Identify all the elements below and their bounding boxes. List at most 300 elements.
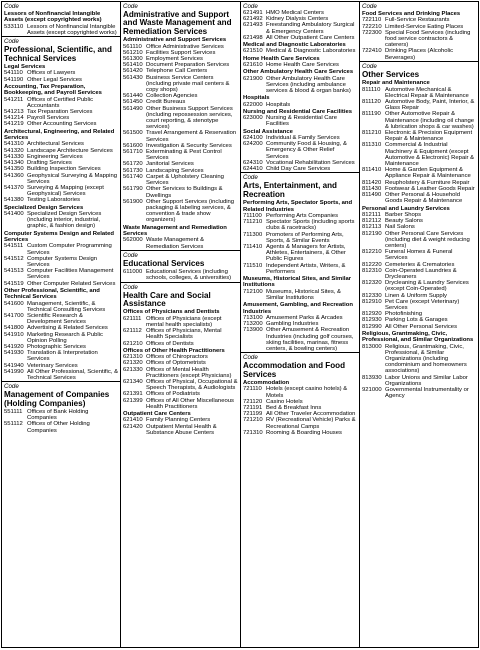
code-row: [362, 192, 476, 204]
code-row: [243, 115, 357, 127]
naics-code: 541310: [4, 141, 24, 148]
subsector-heading: Medical and Diagnostic Laboratories: [243, 42, 346, 49]
code-description: Custom Computer Programming Services: [27, 243, 112, 256]
code-row: [123, 106, 238, 131]
naics-code: 541350: [4, 166, 24, 173]
code-description: Photofinishing: [385, 311, 423, 318]
naics-code: 811410: [362, 167, 382, 174]
naics-code: 711410: [243, 243, 263, 250]
subsector-heading: Hospitals: [243, 95, 270, 102]
code-description: Drinking Places (Alcoholic Beverages): [385, 48, 454, 61]
naics-code: 621491: [243, 10, 263, 16]
naics-code: 812190: [362, 230, 382, 237]
code-description: Performing Arts Companies: [266, 212, 339, 219]
code-description: Other Services to Buildings & Dwellings: [146, 186, 223, 199]
code-row: [4, 369, 118, 381]
naics-code: 541360: [4, 172, 24, 179]
code-row: [123, 367, 238, 379]
code-description: Medical & Diagnostic Laboratories: [266, 48, 356, 55]
section-title: Other Services: [362, 69, 420, 79]
code-row: [243, 102, 357, 108]
code-description: Offices of Chiropractors: [146, 354, 208, 361]
code-row: [243, 263, 357, 275]
naics-code: 541513: [4, 268, 24, 275]
code-description: Photographic Services: [27, 344, 86, 350]
naics-code: 561440: [123, 93, 143, 100]
code-row: [123, 130, 238, 142]
code-column-header: Code: [362, 62, 377, 70]
code-description: Vocational Rehabilitation Services: [266, 159, 355, 166]
naics-code: 551112: [4, 421, 23, 428]
code-description: Limited-Service Eating Places: [385, 23, 464, 30]
naics-code: 811110: [362, 86, 381, 93]
code-description: Landscaping Services: [146, 167, 204, 174]
code-description: Other Accounting Services: [27, 121, 97, 128]
code-column-header: Code: [123, 251, 138, 259]
naics-code: 812910: [362, 298, 382, 305]
code-row: [123, 379, 238, 391]
code-description: Drafting Services: [27, 160, 72, 167]
subsector-heading: Repair and Maintenance: [362, 80, 430, 87]
naics-code: 541512: [4, 255, 24, 262]
section-title: Administrative and Support and Waste Management and Remediation Services: [123, 10, 232, 36]
naics-code: 541213: [4, 109, 24, 116]
code-description: Independent Artists, Writers, & Performers: [266, 262, 346, 275]
naics-code: 621310: [123, 354, 143, 361]
code-row: [123, 269, 238, 281]
naics-code: 561710: [123, 149, 143, 156]
naics-code: 711300: [243, 231, 263, 238]
naics-code: 541519: [4, 280, 24, 287]
subsector-heading: Social Assistance: [243, 128, 293, 135]
naics-code: 561900: [123, 198, 143, 205]
section-title: Professional, Scientific, and Technical Services: [4, 45, 112, 63]
naics-code: 722300: [362, 29, 382, 36]
naics-code: 561600: [123, 142, 143, 149]
code-row: [4, 243, 118, 255]
code-column-header: Code: [243, 174, 258, 182]
code-description: Promoters of Performing Arts, Sports, & Similar Events: [266, 231, 344, 244]
code-column-header: Code: [4, 38, 19, 46]
code-row: [362, 142, 476, 167]
naics-code: 621610: [243, 62, 263, 69]
subsector-heading: Administrative and Support Services: [123, 37, 227, 44]
code-description: Special Food Services (including food service contractors & caterers): [385, 29, 471, 49]
code-description: All Other Personal Services: [385, 323, 458, 330]
subsector-heading: Other Ambulatory Health Care Services: [243, 69, 354, 76]
code-row: [243, 35, 357, 41]
naics-code: 623000: [243, 115, 263, 122]
code-description: Payroll Services: [27, 115, 70, 122]
naics-code: 721210: [243, 417, 263, 424]
subsector-heading: Outpatient Care Centers: [123, 411, 191, 418]
naics-code: 811430: [362, 185, 382, 192]
code-description: Other Business Support Services (including repossession services, court reporting, & stenotype services): [146, 105, 233, 131]
code-description: Community Food & Housing, & Emergency & Other Relief Services: [266, 141, 347, 160]
section-title: Accommodation and Food Services: [243, 361, 346, 379]
code-column-header: Code: [243, 354, 258, 362]
code-row: [362, 30, 476, 49]
code-description: Document Preparation Services: [146, 62, 230, 69]
code-description: Offices of Physicians, Mental Health Specialists: [146, 328, 222, 341]
code-row: [243, 48, 357, 54]
naics-code: 611000: [123, 269, 143, 276]
naics-code: 561500: [123, 130, 143, 137]
subsector-heading: Computer Systems Design and Related Services: [4, 230, 114, 243]
code-row: [123, 237, 238, 249]
subsector-heading: Amusement, Gambling, and Recreation Industries: [243, 302, 353, 315]
code-description: Janitorial Services: [146, 161, 194, 168]
subsector-heading: Lessors of Nonfinancial Intangible Assets (except copyrighted works): [4, 11, 102, 24]
code-description: Kidney Dialysis Centers: [266, 16, 329, 23]
code-description: Spectator Sports (including sports clubs & racetracks): [266, 219, 355, 232]
code-description: Offices of Certified Public Accountants: [27, 96, 94, 109]
code-description: Employment Services: [146, 56, 203, 63]
naics-code: 811310: [362, 142, 382, 149]
naics-code: 541990: [4, 368, 24, 375]
code-column-header: Code: [4, 3, 19, 10]
code-description: Management, Scientific, & Technical Consulting Services: [27, 300, 106, 313]
code-description: Governmental Instrumentality or Agency: [385, 387, 469, 400]
subsector-heading: Museums, Historical Sites, and Similar Institutions: [243, 275, 352, 289]
code-row: [243, 417, 357, 429]
naics-code: 561300: [123, 56, 143, 63]
section: [2, 2, 120, 36]
section: [360, 2, 478, 61]
subsector-heading: Architectural, Engineering, and Related Services: [4, 128, 115, 142]
code-description: Other Amusement & Recreation Industries (including golf courses, skiing facilities, marinas, fitness centers, & bowling centers): [266, 327, 354, 352]
subsector-heading: Performing Arts, Spectator Sports, and Related Industries: [243, 200, 353, 213]
code-row: [4, 301, 118, 313]
column-2: [121, 2, 241, 647]
code-description: HMO Medical Centers: [266, 10, 324, 16]
section-title: Educational Services: [123, 258, 205, 268]
code-row: [243, 386, 357, 398]
naics-code: 621900: [243, 75, 263, 82]
naics-code: 621340: [123, 379, 143, 385]
naics-code: 541700: [4, 312, 24, 319]
code-row: [362, 231, 476, 250]
code-description: Pet Care (except Veterinary) Services: [385, 298, 460, 311]
code-description: Other Support Services (including packaging & labeling services, & convention & trade show organizers): [146, 198, 235, 224]
naics-code: 561720: [123, 161, 143, 168]
code-description: Computer Facilities Management Services: [27, 268, 114, 281]
code-description: Geophysical Surveying & Mapping Services: [27, 172, 118, 185]
naics-code: 621510: [243, 48, 263, 55]
naics-code: 711210: [243, 219, 263, 226]
code-row: [4, 409, 118, 421]
code-row: [362, 280, 476, 292]
code-row: [123, 398, 238, 410]
code-description: Surveying & Mapping (except Geophysical) Services: [27, 184, 104, 198]
naics-code: 722210: [362, 23, 382, 30]
subsector-heading: Food Services and Drinking Places: [362, 11, 461, 17]
naics-code: 811490: [362, 192, 382, 199]
code-row: [243, 232, 357, 244]
naics-code: 561490: [123, 105, 143, 112]
code-row: [243, 166, 357, 172]
naics-code: 811210: [362, 130, 382, 137]
code-description: Cemeteries & Crematories: [385, 261, 455, 268]
code-description: Business Service Centers (including private mail centers & copy shops): [146, 74, 230, 94]
naics-code: 721120: [243, 398, 263, 405]
naics-code: 811190: [362, 111, 381, 118]
code-description: Automotive Body, Paint, Interior, & Glass Repair: [385, 99, 475, 112]
naics-code: 812111: [362, 211, 381, 218]
code-description: Freestanding Ambulatory Surgical & Emergency Centers: [266, 22, 355, 35]
naics-code: 533110: [4, 23, 24, 30]
code-row: [362, 167, 476, 179]
subsector-heading: Specialized Design Services: [4, 204, 84, 211]
code-description: Offices of Optometrists: [146, 360, 206, 367]
naics-code: 624200: [243, 141, 263, 148]
code-description: Labor Unions and Similar Labor Organizations: [385, 374, 468, 387]
code-description: Testing Laboratories: [27, 197, 81, 204]
naics-code: 541930: [4, 350, 24, 357]
code-row: [362, 375, 476, 387]
naics-code: 562000: [123, 237, 143, 244]
code-description: Telephone Call Centers: [146, 68, 208, 75]
code-description: Gambling Industries: [266, 321, 319, 328]
naics-code: 541110: [4, 70, 23, 77]
subsector-heading: Accommodation: [243, 380, 290, 387]
code-description: Reupholstery & Furniture Repair: [385, 179, 470, 186]
code-description: Home & Garden Equipment & Appliance Repair & Maintenance: [385, 167, 471, 180]
subsector-heading: Personal and Laundry Services: [362, 205, 450, 212]
subsector-heading: Offices of Physicians and Dentists: [123, 309, 220, 316]
code-description: Family Planning Centers: [146, 417, 211, 424]
code-description: Veterinary Services: [27, 362, 78, 369]
code-row: [243, 141, 357, 160]
code-row: [4, 281, 118, 287]
section: [241, 352, 359, 436]
column-4: [360, 2, 478, 647]
code-description: All Other Professional, Scientific, & Technical Services: [27, 368, 119, 382]
naics-code: 541370: [4, 184, 24, 191]
naics-code: 541330: [4, 153, 24, 160]
naics-code: 541214: [4, 115, 24, 122]
naics-code: 813000: [362, 343, 382, 350]
naics-code: 812112: [362, 218, 382, 225]
code-row: [123, 199, 238, 224]
naics-code: 561210: [123, 49, 143, 56]
code-description: Offices of Dentists: [146, 340, 194, 347]
code-description: Computer Systems Design Services: [27, 255, 98, 268]
code-row: [362, 99, 476, 111]
naics-code: 712100: [243, 288, 263, 295]
code-row: [123, 186, 238, 198]
naics-code: 621111: [123, 315, 142, 322]
naics-code: 713200: [243, 321, 263, 328]
code-description: Other Ambulatory Health Care Services (including ambulance services & blood & organ banks): [266, 75, 351, 95]
naics-code: 622000: [243, 101, 263, 108]
naics-code: 541920: [4, 344, 24, 350]
code-row: [123, 341, 238, 347]
code-row: [4, 421, 118, 433]
code-description: Agents & Managers for Artists, Athletes, Entertainers, & Other Public Figures: [266, 243, 346, 263]
naics-code: 561410: [123, 62, 143, 69]
naics-code: 811120: [362, 99, 381, 106]
naics-code: 541400: [4, 210, 24, 217]
code-row: [362, 87, 476, 99]
naics-code: 624310: [243, 159, 263, 166]
code-row: [123, 424, 238, 436]
code-row: [4, 173, 118, 185]
code-description: All Other Traveler Accommodation: [266, 411, 356, 418]
naics-code: 812220: [362, 261, 382, 268]
naics-code: 561450: [123, 99, 143, 106]
code-row: [362, 268, 476, 280]
column-1: [2, 2, 121, 647]
code-description: Funeral Homes & Funeral Services: [385, 249, 453, 262]
code-row: [123, 316, 238, 328]
code-description: Specialized Design Services (including interior, industrial, graphic, & fashion design): [27, 210, 102, 230]
naics-code: 541320: [4, 147, 24, 154]
code-row: [4, 350, 118, 362]
code-description: Travel Arrangement & Reservation Services: [146, 130, 237, 143]
code-description: Parking Lots & Garages: [385, 317, 448, 324]
code-description: Tax Preparation Services: [27, 109, 93, 116]
code-description: Offices of Podiatrists: [146, 391, 200, 398]
code-description: Beauty Salons: [385, 218, 423, 225]
code-description: Linen & Uniform Supply: [385, 292, 447, 299]
naics-code: 812330: [362, 292, 382, 299]
code-description: Carpet & Upholstery Cleaning Services: [146, 173, 224, 187]
naics-code: 541940: [4, 362, 24, 369]
code-description: Advertising & Related Services: [27, 325, 108, 332]
section-title: Health Care and Social Assistance: [123, 290, 211, 308]
code-row: [4, 24, 118, 36]
code-description: Rooming & Boarding Houses: [266, 429, 342, 436]
naics-code: 711100: [243, 212, 262, 219]
naics-code: 621210: [123, 340, 143, 347]
code-column-header: Code: [243, 3, 258, 10]
naics-code: 621320: [123, 360, 143, 367]
code-description: Outpatient Mental Health & Substance Abuse Centers: [146, 423, 217, 436]
naics-code: 621410: [123, 417, 143, 424]
code-description: Footwear & Leather Goods Repair: [385, 185, 475, 192]
naics-code: 621330: [123, 366, 143, 373]
code-description: Offices of Other Holding Companies: [27, 421, 90, 434]
naics-code: 812990: [362, 323, 382, 330]
code-row: [243, 219, 357, 231]
code-description: Other Personal Care Services (including diet & weight reducing centers): [385, 230, 470, 249]
subsector-heading: Other Professional, Scientific, and Technical Services: [4, 287, 100, 301]
code-description: Barber Shops: [385, 211, 422, 218]
code-row: [4, 77, 118, 83]
code-row: [4, 256, 118, 268]
subsector-heading: Waste Management and Remediation Services: [123, 224, 227, 237]
code-row: [362, 324, 476, 330]
code-description: Child Day Care Services: [266, 166, 331, 173]
code-description: Religious, Grantmaking, Civic, Professional, & Similar Organizations (including condominium and homeowners associations): [385, 343, 467, 375]
naics-code: 921000: [362, 387, 382, 393]
naics-code: 561730: [123, 167, 143, 174]
section: [2, 36, 120, 381]
code-description: Educational Services (including schools, colleges, & universities): [146, 269, 232, 282]
code-row: [4, 97, 118, 109]
code-row: [243, 289, 357, 301]
naics-code: 722110: [362, 17, 382, 24]
naics-code: 621112: [123, 328, 142, 335]
section-title: Arts, Entertainment, and Recreation: [243, 181, 337, 199]
code-row: [4, 185, 118, 197]
naics-code: 811420: [362, 179, 382, 186]
naics-code: 561420: [123, 68, 143, 75]
code-description: Marketing Research & Public Opinion Polling: [27, 331, 103, 344]
naics-code: 621493: [243, 22, 263, 29]
naics-code: 624100: [243, 135, 263, 142]
naics-code: 812920: [362, 311, 382, 318]
naics-code: 621391: [123, 391, 143, 398]
code-row: [362, 344, 476, 375]
code-row: [243, 327, 357, 352]
code-description: Nursing & Residential Care Facilities: [266, 115, 338, 128]
code-description: Exterminating & Pest Control Services: [146, 149, 222, 162]
code-row: [4, 197, 118, 203]
naics-code: 722410: [362, 48, 382, 55]
code-description: Other Computer Related Services: [27, 280, 116, 287]
naics-code: 812310: [362, 267, 382, 274]
naics-code: 541380: [4, 197, 24, 204]
naics-code: 541511: [4, 243, 24, 250]
code-row: [362, 249, 476, 261]
code-row: [243, 244, 357, 263]
section: [2, 381, 120, 434]
section: [121, 2, 240, 250]
code-description: Landscape Architecture Services: [27, 147, 113, 154]
section: [121, 282, 240, 436]
code-description: Automotive Mechanical & Electrical Repair & Maintenance: [385, 86, 469, 99]
code-row: [123, 328, 238, 340]
code-row: [4, 268, 118, 280]
code-row: [362, 48, 476, 60]
code-description: Collection Agencies: [146, 93, 198, 100]
naics-code: 711510: [243, 262, 263, 269]
subsector-heading: Accounting, Tax Preparation, Bookkeeping, and Payroll Services: [4, 83, 102, 97]
naics-code: 721199: [243, 411, 263, 418]
code-description: Other Automotive Repair & Maintenance (including oil change & lubrication shops & car washes): [385, 111, 475, 130]
naics-code: 541190: [4, 76, 24, 83]
naics-code: 541600: [4, 300, 24, 307]
naics-code: 721191: [243, 405, 263, 412]
code-description: Home Health Care Services: [266, 62, 340, 69]
code-column-header: Code: [4, 383, 19, 391]
naics-code: 812113: [362, 224, 382, 231]
naics-code: 551111: [4, 409, 23, 416]
code-row: [362, 387, 476, 399]
naics-code-page: [1, 1, 479, 648]
naics-code: 812930: [362, 317, 382, 324]
naics-code: 621399: [123, 397, 143, 404]
code-description: Hotels (except casino hotels) & Motels: [266, 386, 348, 399]
code-description: Offices of Lawyers: [27, 70, 76, 77]
code-description: Credit Bureaus: [146, 99, 186, 106]
code-column-header: Code: [362, 3, 377, 10]
naics-code: 812320: [362, 280, 382, 287]
code-description: Full-Service Restaurants: [385, 17, 450, 24]
subsector-heading: Offices of Other Health Practitioners: [123, 347, 225, 354]
naics-code: 721110: [243, 386, 262, 393]
naics-code: 541211: [4, 96, 24, 103]
code-description: Offices of Bank Holding Companies: [27, 409, 89, 422]
column-3: [241, 2, 360, 647]
code-description: Office Administrative Services: [146, 43, 224, 50]
subsector-heading: Legal Services: [4, 64, 46, 71]
naics-code: 541340: [4, 160, 24, 167]
section: [360, 61, 478, 400]
code-row: [362, 111, 476, 130]
